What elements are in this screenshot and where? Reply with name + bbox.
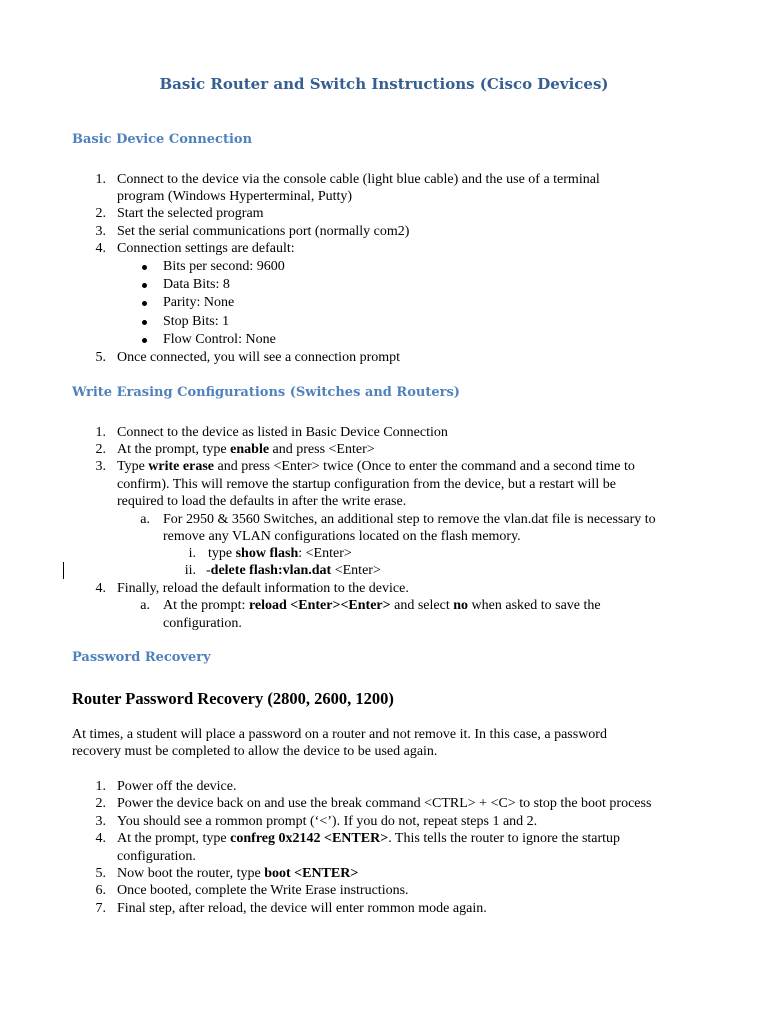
list-item-text: Once connected, you will see a connection prompt [117, 350, 401, 365]
page-title: Basic Router and Switch Instructions (Cisco Devices) [159, 75, 609, 93]
list-number: 4. [95, 241, 106, 256]
bullet-icon [142, 320, 147, 325]
list-item-text: remove any VLAN configurations located on the flash memory. [163, 529, 521, 544]
subheading-router-password-recovery: Router Password Recovery (2800, 2600, 1200) [72, 689, 394, 708]
intro-paragraph: recovery must be completed to allow the device to be used again. [72, 744, 438, 759]
list-item-text: -delete flash:vlan.dat <Enter> [206, 563, 381, 578]
bullet-icon [142, 301, 147, 306]
bullet-icon [142, 265, 147, 270]
list-item-text: Finally, reload the default information to the device. [117, 581, 409, 596]
heading-basic-device-connection: Basic Device Connection [72, 132, 253, 147]
list-item-text: program (Windows Hyperterminal, Putty) [117, 189, 353, 204]
bullet-icon [142, 283, 147, 288]
list-item-text: At the prompt, type confreg 0x2142 <ENTER>. This tells the router to ignore the startup [117, 831, 621, 846]
bullet-item: Data Bits: 8 [163, 277, 230, 292]
list-item-text: required to load the defaults in after the write erase. [117, 494, 407, 509]
list-item-text: Now boot the router, type boot <ENTER> [117, 866, 359, 881]
text-cursor [63, 562, 64, 579]
list-item-text: Connect to the device via the console cable (light blue cable) and the use of a terminal [117, 172, 600, 187]
bullet-item: Flow Control: None [163, 332, 276, 347]
heading-password-recovery: Password Recovery [72, 650, 211, 665]
list-number: 6. [95, 883, 106, 898]
list-number: 1. [95, 172, 106, 187]
bullet-item: Bits per second: 9600 [163, 259, 285, 274]
list-number: 1. [95, 425, 106, 440]
list-number: 1. [95, 779, 106, 794]
list-item-text: confirm). This will remove the startup configuration from the device, but a restart will be [117, 477, 616, 492]
list-number: 3. [95, 224, 106, 239]
list-number: 5. [95, 350, 106, 365]
heading-write-erasing: Write Erasing Configurations (Switches and Routers) [72, 385, 460, 400]
list-item-text: Connect to the device as listed in Basic Device Connection [117, 425, 448, 440]
list-number: 2. [95, 796, 106, 811]
list-number: 5. [95, 866, 106, 881]
bullet-item: Stop Bits: 1 [163, 314, 230, 329]
list-item-text: Type write erase and press <Enter> twice (Once to enter the command and a second time to [117, 459, 635, 474]
list-number: 2. [95, 206, 106, 221]
list-item-text: At the prompt: reload <Enter><Enter> and select no when asked to save the [163, 598, 601, 613]
bullet-icon [142, 338, 147, 343]
list-number: 3. [95, 814, 106, 829]
list-item-text: Final step, after reload, the device will enter rommon mode again. [117, 901, 487, 916]
list-item-text: Once booted, complete the Write Erase instructions. [117, 883, 409, 898]
list-number: 7. [95, 901, 106, 916]
list-item-text: Start the selected program [117, 206, 264, 221]
list-item-text: For 2950 & 3560 Switches, an additional step to remove the vlan.dat file is necessary to [163, 512, 656, 527]
list-item-text: Power the device back on and use the break command <CTRL> + <C> to stop the boot process [117, 796, 652, 811]
bullet-item: Parity: None [163, 295, 235, 310]
list-item-text: Connection settings are default: [117, 241, 295, 256]
list-roman: ii. [184, 563, 196, 578]
list-item-text: At the prompt, type enable and press <Enter> [117, 442, 375, 457]
list-number: 4. [95, 831, 106, 846]
list-number: 3. [95, 459, 106, 474]
list-letter: a. [140, 598, 150, 613]
list-number: 4. [95, 581, 106, 596]
list-item-text: Set the serial communications port (normally com2) [117, 224, 410, 239]
list-item-text: You should see a rommon prompt (‘<’). If you do not, repeat steps 1 and 2. [117, 814, 538, 829]
list-item-text: type show flash: <Enter> [208, 546, 352, 561]
list-item-text: Power off the device. [117, 779, 237, 794]
list-item-text: configuration. [117, 849, 196, 864]
list-roman: i. [188, 546, 196, 561]
list-item-text: configuration. [163, 616, 242, 631]
list-number: 2. [95, 442, 106, 457]
list-letter: a. [140, 512, 150, 527]
intro-paragraph: At times, a student will place a password on a router and not remove it. In this case, a password [72, 727, 607, 742]
